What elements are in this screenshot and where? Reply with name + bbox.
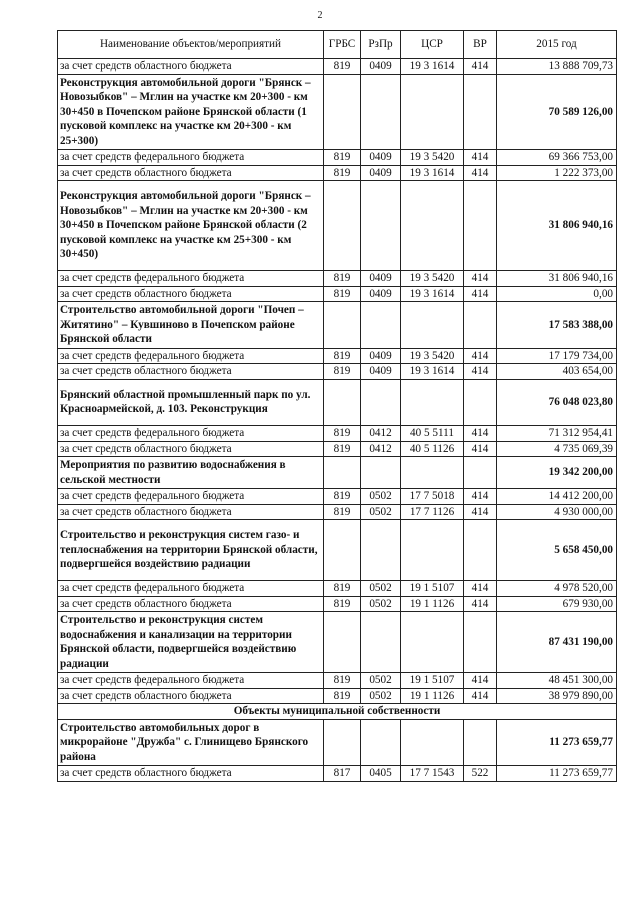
object-row <box>58 302 617 349</box>
cell-amount: 5 658 450,00 <box>497 520 617 581</box>
funding-row <box>58 673 617 689</box>
cell-grbs <box>324 302 361 349</box>
header-csr: ЦСР <box>401 31 464 59</box>
cell-name: за счет средств областного бюджета <box>58 286 324 302</box>
cell-grbs <box>324 520 361 581</box>
cell-vr: 522 <box>464 766 497 782</box>
cell-grbs <box>324 719 361 766</box>
cell-vr: 414 <box>464 581 497 597</box>
cell-name: за счет средств областного бюджета <box>58 441 324 457</box>
cell-name: за счет средств федерального бюджета <box>58 426 324 442</box>
object-row <box>58 719 617 766</box>
cell-name: Строительство автомобильных дорог в микрорайоне "Дружба" с. Глинищево Брянского района <box>58 719 324 766</box>
cell-amount: 48 451 300,00 <box>497 673 617 689</box>
cell-vr: 414 <box>464 673 497 689</box>
cell-vr <box>464 520 497 581</box>
funding-row <box>58 504 617 520</box>
header-rzpr: РзПр <box>361 31 401 59</box>
cell-vr: 414 <box>464 150 497 166</box>
cell-rzpr: 0502 <box>361 581 401 597</box>
cell-name: за счет средств федерального бюджета <box>58 271 324 287</box>
funding-row <box>58 364 617 380</box>
page-number: 2 <box>317 10 323 21</box>
funding-row <box>58 426 617 442</box>
cell-grbs: 819 <box>324 688 361 704</box>
cell-vr: 414 <box>464 688 497 704</box>
cell-csr: 17 7 1543 <box>401 766 464 782</box>
funding-row <box>58 150 617 166</box>
cell-amount: 19 342 200,00 <box>497 457 617 489</box>
cell-csr: 17 7 5018 <box>401 489 464 505</box>
cell-name: за счет средств областного бюджета <box>58 364 324 380</box>
cell-rzpr <box>361 74 401 150</box>
object-row <box>58 457 617 489</box>
cell-rzpr: 0405 <box>361 766 401 782</box>
cell-amount: 0,00 <box>497 286 617 302</box>
cell-name: за счет средств федерального бюджета <box>58 348 324 364</box>
cell-name: Реконструкция автомобильной дороги "Брянск – Новозыбков" – Мглин на участке км 20+300 - км 30+450 в Почепском районе Брянской области (2 пусковой комплекс на участке км 25+300 - км 30+450) <box>58 181 324 271</box>
cell-grbs <box>324 612 361 673</box>
cell-csr: 19 3 1614 <box>401 286 464 302</box>
cell-rzpr: 0502 <box>361 504 401 520</box>
cell-csr: 19 1 5107 <box>401 581 464 597</box>
cell-rzpr: 0502 <box>361 489 401 505</box>
cell-vr <box>464 612 497 673</box>
cell-csr: 19 1 1126 <box>401 596 464 612</box>
cell-amount: 71 312 954,41 <box>497 426 617 442</box>
funding-row <box>58 165 617 181</box>
cell-name: Строительство автомобильной дороги "Почеп – Житятино" – Кувшиново в Почепском районе Брянской области <box>58 302 324 349</box>
header-year: 2015 год <box>497 31 617 59</box>
cell-name: за счет средств областного бюджета <box>58 59 324 75</box>
cell-csr <box>401 379 464 426</box>
cell-name: за счет средств областного бюджета <box>58 596 324 612</box>
cell-grbs <box>324 457 361 489</box>
cell-vr: 414 <box>464 441 497 457</box>
cell-csr: 19 3 5420 <box>401 150 464 166</box>
cell-name: за счет средств областного бюджета <box>58 504 324 520</box>
cell-rzpr: 0409 <box>361 348 401 364</box>
cell-name: за счет средств областного бюджета <box>58 165 324 181</box>
cell-amount: 70 589 126,00 <box>497 74 617 150</box>
funding-row <box>58 581 617 597</box>
cell-rzpr: 0409 <box>361 271 401 287</box>
cell-rzpr <box>361 719 401 766</box>
cell-grbs: 819 <box>324 596 361 612</box>
cell-name: за счет средств областного бюджета <box>58 688 324 704</box>
cell-grbs <box>324 181 361 271</box>
cell-amount: 76 048 023,80 <box>497 379 617 426</box>
cell-rzpr <box>361 181 401 271</box>
cell-name: за счет средств федерального бюджета <box>58 673 324 689</box>
cell-vr: 414 <box>464 348 497 364</box>
cell-amount: 4 735 069,39 <box>497 441 617 457</box>
cell-csr <box>401 612 464 673</box>
cell-vr: 414 <box>464 596 497 612</box>
cell-rzpr <box>361 612 401 673</box>
cell-name: Брянский областной промышленный парк по ул. Красноармейской, д. 103. Реконструкция <box>58 379 324 426</box>
cell-rzpr: 0502 <box>361 673 401 689</box>
cell-amount: 87 431 190,00 <box>497 612 617 673</box>
funding-row <box>58 286 617 302</box>
cell-vr: 414 <box>464 271 497 287</box>
cell-vr: 414 <box>464 504 497 520</box>
object-row <box>58 520 617 581</box>
cell-vr: 414 <box>464 59 497 75</box>
cell-csr: 19 3 5420 <box>401 271 464 287</box>
cell-vr <box>464 457 497 489</box>
cell-name: Реконструкция автомобильной дороги "Брянск – Новозыбков" – Мглин на участке км 20+300 - км 30+450 в Почепском районе Брянской области (1 пусковой комплекс на участке км 20+300 - км 25+300) <box>58 74 324 150</box>
funding-row <box>58 348 617 364</box>
cell-vr: 414 <box>464 489 497 505</box>
cell-vr <box>464 74 497 150</box>
cell-grbs: 819 <box>324 364 361 380</box>
funding-row <box>58 688 617 704</box>
cell-name: Мероприятия по развитию водоснабжения в сельской местности <box>58 457 324 489</box>
cell-grbs: 819 <box>324 286 361 302</box>
cell-grbs: 819 <box>324 165 361 181</box>
funding-row <box>58 766 617 782</box>
cell-amount: 403 654,00 <box>497 364 617 380</box>
cell-amount: 17 179 734,00 <box>497 348 617 364</box>
cell-csr <box>401 302 464 349</box>
cell-grbs <box>324 379 361 426</box>
cell-rzpr: 0409 <box>361 165 401 181</box>
cell-rzpr <box>361 302 401 349</box>
cell-name: за счет средств областного бюджета <box>58 766 324 782</box>
funding-row <box>58 441 617 457</box>
cell-amount: 679 930,00 <box>497 596 617 612</box>
cell-amount: 69 366 753,00 <box>497 150 617 166</box>
cell-csr: 19 3 1614 <box>401 364 464 380</box>
cell-amount: 14 412 200,00 <box>497 489 617 505</box>
table-header-row <box>58 31 617 59</box>
cell-grbs: 819 <box>324 581 361 597</box>
cell-grbs: 819 <box>324 271 361 287</box>
cell-amount: 31 806 940,16 <box>497 271 617 287</box>
cell-rzpr <box>361 520 401 581</box>
cell-amount: 4 978 520,00 <box>497 581 617 597</box>
cell-name: за счет средств федерального бюджета <box>58 489 324 505</box>
cell-vr <box>464 719 497 766</box>
cell-rzpr: 0409 <box>361 364 401 380</box>
cell-amount: 38 979 890,00 <box>497 688 617 704</box>
cell-rzpr: 0409 <box>361 59 401 75</box>
object-row <box>58 181 617 271</box>
cell-csr: 40 5 5111 <box>401 426 464 442</box>
cell-rzpr: 0412 <box>361 441 401 457</box>
cell-grbs: 819 <box>324 441 361 457</box>
table-body <box>58 59 617 782</box>
cell-grbs: 819 <box>324 348 361 364</box>
cell-grbs <box>324 74 361 150</box>
budget-table <box>57 30 617 782</box>
cell-grbs: 819 <box>324 673 361 689</box>
cell-name: за счет средств федерального бюджета <box>58 581 324 597</box>
cell-rzpr: 0412 <box>361 426 401 442</box>
cell-vr: 414 <box>464 364 497 380</box>
header-name: Наименование объектов/мероприятий <box>58 31 324 59</box>
cell-rzpr <box>361 457 401 489</box>
funding-row <box>58 59 617 75</box>
cell-rzpr <box>361 379 401 426</box>
cell-vr: 414 <box>464 165 497 181</box>
header-grbs: ГРБС <box>324 31 361 59</box>
section-title: Объекты муниципальной собственности <box>58 704 617 720</box>
cell-csr: 19 1 5107 <box>401 673 464 689</box>
cell-grbs: 819 <box>324 150 361 166</box>
cell-csr: 19 3 1614 <box>401 59 464 75</box>
cell-csr <box>401 719 464 766</box>
funding-row <box>58 271 617 287</box>
cell-amount: 1 222 373,00 <box>497 165 617 181</box>
cell-vr <box>464 302 497 349</box>
object-row <box>58 379 617 426</box>
cell-amount: 11 273 659,77 <box>497 766 617 782</box>
cell-name: Строительство и реконструкция систем водоснабжения и канализации на территории Брянской области, подвергшейся воздействию радиации <box>58 612 324 673</box>
cell-vr <box>464 379 497 426</box>
funding-row <box>58 596 617 612</box>
cell-csr <box>401 74 464 150</box>
cell-amount: 31 806 940,16 <box>497 181 617 271</box>
cell-csr: 19 3 5420 <box>401 348 464 364</box>
cell-csr <box>401 181 464 271</box>
cell-name: Строительство и реконструкция систем газо- и теплоснабжения на территории Брянской области, подвергшейся воздействию радиации <box>58 520 324 581</box>
cell-rzpr: 0409 <box>361 286 401 302</box>
header-vr: ВР <box>464 31 497 59</box>
cell-grbs: 819 <box>324 426 361 442</box>
funding-row <box>58 489 617 505</box>
cell-csr: 19 1 1126 <box>401 688 464 704</box>
cell-csr: 17 7 1126 <box>401 504 464 520</box>
cell-grbs: 817 <box>324 766 361 782</box>
cell-name: за счет средств федерального бюджета <box>58 150 324 166</box>
cell-grbs: 819 <box>324 59 361 75</box>
cell-csr: 40 5 1126 <box>401 441 464 457</box>
cell-vr: 414 <box>464 286 497 302</box>
cell-vr: 414 <box>464 426 497 442</box>
cell-amount: 11 273 659,77 <box>497 719 617 766</box>
object-row <box>58 612 617 673</box>
cell-amount: 17 583 388,00 <box>497 302 617 349</box>
cell-rzpr: 0502 <box>361 596 401 612</box>
object-row <box>58 74 617 150</box>
cell-grbs: 819 <box>324 489 361 505</box>
cell-csr: 19 3 1614 <box>401 165 464 181</box>
cell-grbs: 819 <box>324 504 361 520</box>
section-row <box>58 704 617 720</box>
cell-rzpr: 0409 <box>361 150 401 166</box>
cell-amount: 13 888 709,73 <box>497 59 617 75</box>
cell-rzpr: 0502 <box>361 688 401 704</box>
cell-csr <box>401 520 464 581</box>
cell-vr <box>464 181 497 271</box>
cell-amount: 4 930 000,00 <box>497 504 617 520</box>
cell-csr <box>401 457 464 489</box>
